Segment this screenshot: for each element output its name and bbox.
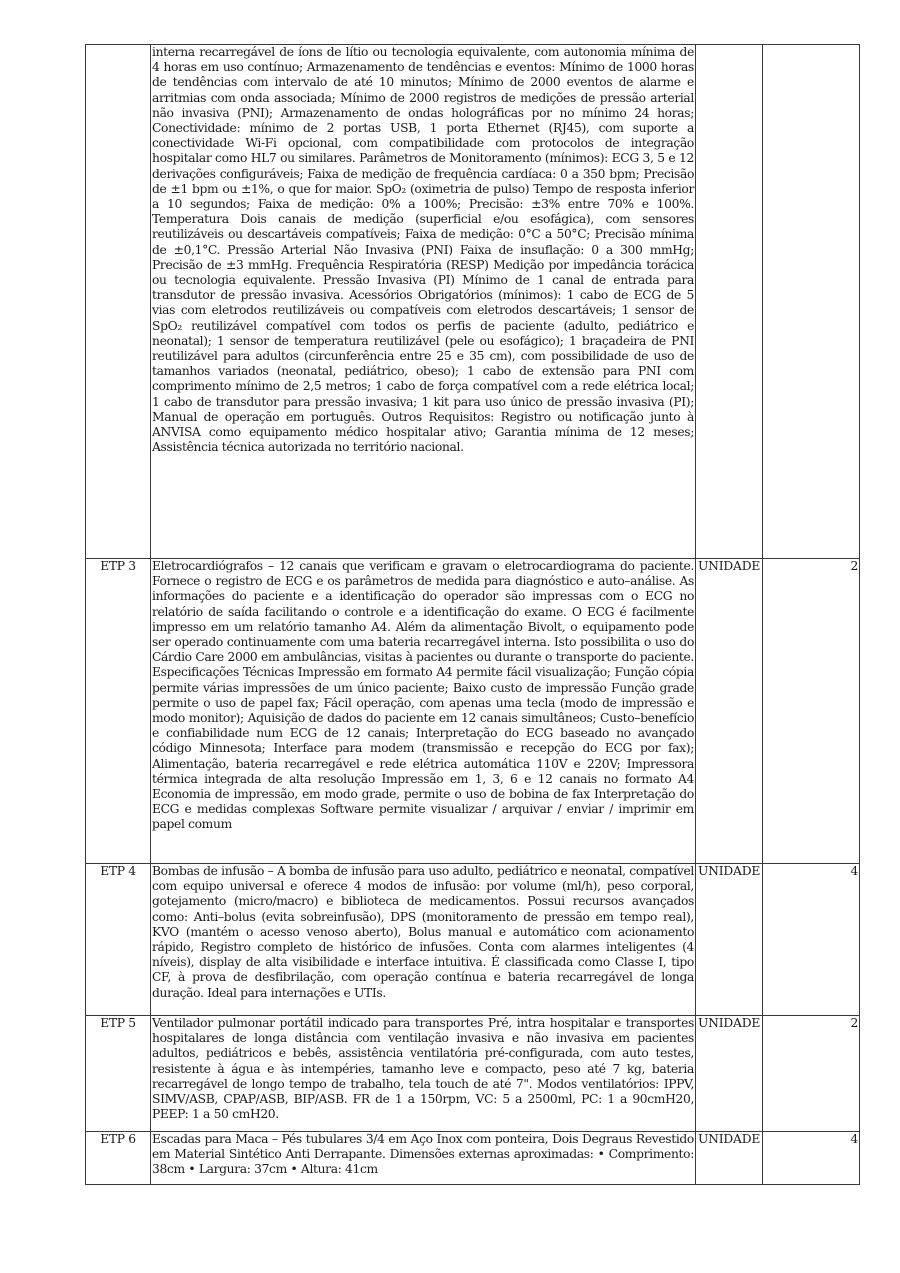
table-row [86, 559, 860, 864]
item-id-cell [86, 45, 151, 559]
document-page [85, 44, 859, 1185]
table-row [86, 1132, 860, 1185]
item-quantity-cell: 4 [763, 864, 860, 1016]
item-quantity-cell: 4 [763, 1132, 860, 1185]
item-description-cell: Bombas de infusão – A bomba de infusão para uso adulto, pediátrico e neonatal, compatível com equipo universal e oferece 4 modos de infusão: por volume (ml/h), peso corporal, gotejamento (micro/macro) e biblioteca de medicamentos. Possui recursos avançados como: Anti–bolus (evita sobreinfusão), DPS (monitoramento de pressão em tempo real), KVO (mantém o acesso venoso aberto), Bolus manual e automático com acionamento rápido, Registro completo de histórico de infusões. Conta com alarmes inteligentes (4 níveis), display de alta visibilidade e interface intuitiva. É classificada como Classe I, tipo CF, à prova de desfibrilação, com operação contínua e bateria recarregável de longa duração. Ideal para internações e UTIs. [151, 864, 696, 1016]
item-quantity-cell: 2 [763, 559, 860, 864]
item-description-cell: Escadas para Maca – Pés tubulares 3/4 em Aço Inox com ponteira, Dois Degraus Revestido em Material Sintético Anti Derrapante. Dimensões externas aproximadas: • Comprimento: 38cm • Largura: 37cm • Altura: 41cm [151, 1132, 696, 1185]
item-description-cell: Ventilador pulmonar portátil indicado para transportes Pré, intra hospitalar e transportes hospitalares de longa distância com ventilação invasiva e não invasiva em pacientes adultos, pediátricos e bebês, assistência ventilatória pré-configurada, com auto testes, resistente à água e às intempéries, tamanho leve e compacto, peso até 7 kg, bateria recarregável de longo tempo de trabalho, tela touch de até 7". Modos ventilatórios: IPPV, SIMV/ASB, CPAP/ASB, BIP/ASB. FR de 1 a 150rpm, VC: 5 a 2500ml, PC: 1 a 90cmH20, PEEP: 1 a 50 cmH20. [151, 1016, 696, 1132]
item-quantity-cell [763, 45, 860, 559]
item-id-cell: ETP 3 [86, 559, 151, 864]
item-description-cell: Eletrocardiógrafos – 12 canais que verificam e gravam o eletrocardiograma do paciente. Fornece o registro de ECG e os parâmetros de medida para diagnóstico e auto–análise. As informações do paciente e a identificação do operador são impressas com o ECG no relatório de saída facilitando o controle e a identificação do exame. O ECG é facilmente impresso em um relatório tamanho A4. Além da alimentação Bivolt, o equipamento pode ser operado continuamente com uma bateria recarregável interna. Isto possibilita o uso do Cárdio Care 2000 em ambulâncias, visitas à pacientes ou durante o transporte do paciente. Especificações Técnicas Impressão em formato A4 permite fácil visualização; Função cópia permite várias impressões de um único paciente; Baixo custo de impressão Função grade permite o uso de papel fax; Fácil operação, com apenas uma tecla (modo de impressão e modo monitor); Aquisição de dados do paciente em 12 canais simultâneos; Custo–benefício e confiabilidade num ECG de 12 canais; Interpretação do ECG baseado no avançado código Minnesota; Interface para modem (transmissão e recepção do ECG por fax); Alimentação, bateria recarregável e rede elétrica automática 110V e 220V; Impressora térmica integrada de alta resolução Impressão em 1, 3, 6 e 12 canais no formato A4 Economia de impressão, em modo grade, permite o uso de bobina de fax Interpretação do ECG e medidas complexas Software permite visualizar / arquivar / enviar / imprimir em papel comum [151, 559, 696, 864]
item-unit-cell: UNIDADE [696, 1132, 763, 1185]
item-unit-cell: UNIDADE [696, 559, 763, 864]
item-quantity-cell: 2 [763, 1016, 860, 1132]
item-description-cell: interna recarregável de íons de lítio ou tecnologia equivalente, com autonomia mínima de 4 horas em uso contínuo; Armazenamento de tendências e eventos: Mínimo de 1000 horas de tendências com intervalo de até 10 minutos; Mínimo de 2000 eventos de alarme e arritmias com onda associada; Mínimo de 2000 registros de medições de pressão arterial não invasiva (PNI); Armazenamento de ondas holográficas por no mínimo 24 horas; Conectividade: mínimo de 2 portas USB, 1 porta Ethernet (RJ45), com suporte a conectividade Wi-Fi opcional, com compatibilidade com protocolos de integração hospitalar como HL7 ou similares. Parâmetros de Monitoramento (mínimos): ECG 3, 5 e 12 derivações configuráveis; Faixa de medição de frequência cardíaca: 0 a 350 bpm; Precisão de ±1 bpm ou ±1%, o que for maior. SpO₂ (oximetria de pulso) Tempo de resposta inferior a 10 segundos; Faixa de medição: 0% a 100%; Precisão: ±3% entre 70% e 100%. Temperatura Dois canais de medição (superficial e/ou esofágica), com sensores reutilizáveis ou descartáveis compatíveis; Faixa de medição: 0°C a 50°C; Precisão mínima de ±0,1°C. Pressão Arterial Não Invasiva (PNI) Faixa de insuflação: 0 a 300 mmHg; Precisão de ±3 mmHg. Frequência Respiratória (RESP) Medição por impedância torácica ou tecnologia equivalente. Pressão Invasiva (PI) Mínimo de 1 canal de entrada para transdutor de pressão invasiva. Acessórios Obrigatórios (mínimos): 1 cabo de ECG de 5 vias com eletrodos reutilizáveis ou compatíveis com eletrodos descartáveis; 1 sensor de SpO₂ reutilizável compatível com todos os perfis de paciente (adulto, pediátrico e neonatal); 1 sensor de temperatura reutilizável (pele ou esofágico); 1 braçadeira de PNI reutilizável para adultos (circunferência entre 25 e 35 cm), com possibilidade de uso de tamanhos variados (neonatal, pediátrico, obeso); 1 cabo de extensão para PNI com comprimento mínimo de 2,5 metros; 1 cabo de força compatível com a rede elétrica local; 1 cabo de transdutor para pressão invasiva; 1 kit para uso único de pressão invasiva (PI); Manual de operação em português. Outros Requisitos: Registro ou notificação junto à ANVISA como equipamento médico hospitalar ativo; Garantia mínima de 12 meses; Assistência técnica autorizada no território nacional. [151, 45, 696, 559]
item-unit-cell [696, 45, 763, 559]
table-row [86, 45, 860, 559]
items-table [85, 44, 860, 1185]
item-unit-cell: UNIDADE [696, 1016, 763, 1132]
table-row [86, 864, 860, 1016]
table-row [86, 1016, 860, 1132]
item-unit-cell: UNIDADE [696, 864, 763, 1016]
item-id-cell: ETP 6 [86, 1132, 151, 1185]
item-id-cell: ETP 4 [86, 864, 151, 1016]
item-id-cell: ETP 5 [86, 1016, 151, 1132]
